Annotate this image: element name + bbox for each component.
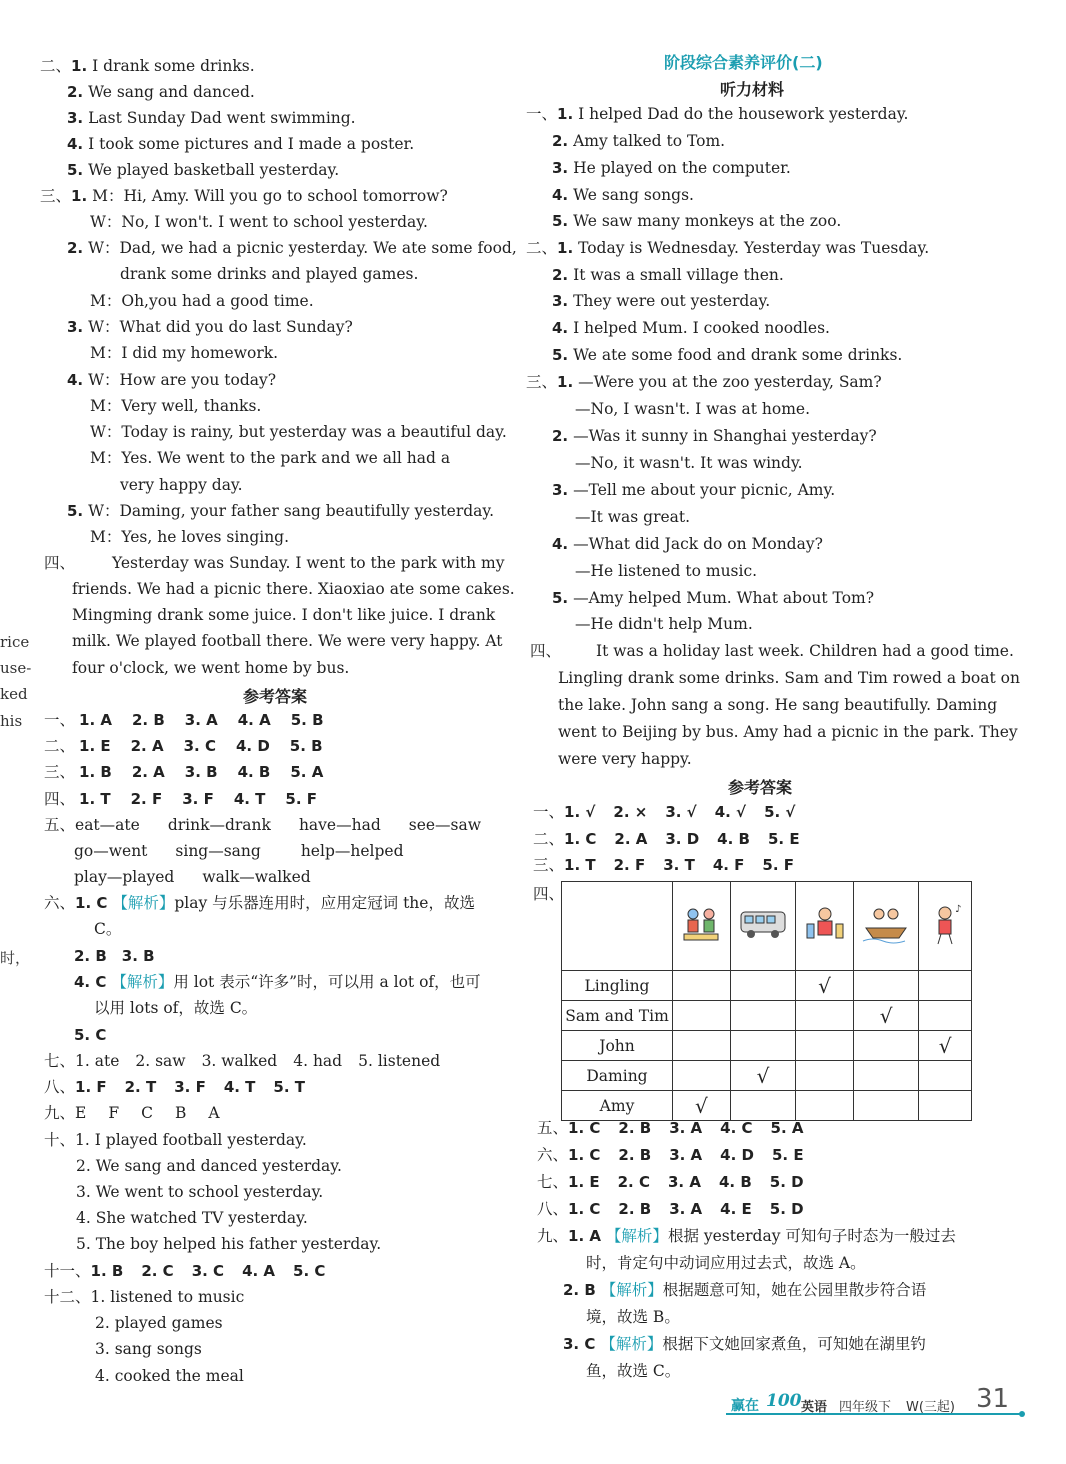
l-s12-1: 十二、1. listened to music [44, 1288, 245, 1306]
l-s4-marker: 四、 [44, 554, 76, 572]
l-s3-line-9: M：Very well, thanks. [90, 397, 262, 415]
r-s3-10: —He didn't help Mum. [575, 615, 753, 633]
l-s3-line-12: very happy day. [120, 476, 243, 494]
l-s3-line-13: 5. W：Daming, your father sang beautifully yesterday. [67, 502, 495, 520]
table-row [562, 971, 972, 1001]
r-s9-q3-cont: 鱼，故选 C。 [586, 1362, 681, 1380]
l-s6-q1-cont: C。 [94, 920, 122, 938]
l-s3-line-8: 4. W：How are you today? [67, 371, 277, 389]
r-s4-line-5: were very happy. [558, 750, 692, 768]
r-s2-5: 5. We ate some food and drank some drinks. [552, 346, 903, 364]
r-s9-q1: 九、1. A 【解析】根据 yesterday 可知句子时态为一般过去 [537, 1227, 956, 1245]
r-s4-line-3: the lake. John sang a song. He sang beautifully. Daming [558, 696, 998, 714]
l-s2-line-5: 5. We played basketball yesterday. [67, 161, 340, 179]
l-s3-line-6: 3. W：What did you do last Sunday? [67, 318, 353, 336]
picnic-icon [679, 902, 723, 946]
r-s3-9: 5. —Amy helped Mum. What about Tom? [552, 589, 875, 607]
boat-icon [861, 904, 911, 944]
edge-fragment: rice [0, 633, 30, 651]
l-ans-3: 三、 1. B 2. A 3. B 4. B 5. A [44, 763, 324, 781]
page-number: 31 [976, 1384, 1010, 1414]
check-cell [853, 971, 918, 1001]
l-s6-q4-cont: 以用 lots of，故选 C。 [94, 999, 258, 1017]
l-s9: 九、E F C B A [44, 1104, 220, 1122]
check-cell [796, 1091, 854, 1121]
footer-edition: W(三起) [906, 1400, 955, 1415]
picture-cell [919, 882, 972, 971]
r-s3-6: —It was great. [575, 508, 691, 526]
r-s9-q2: 2. B 【解析】根据题意可知，她在公园里散步符合语 [563, 1281, 927, 1299]
l-s12-2: 2. played games [95, 1314, 223, 1332]
r-s3-4: —No, it wasn't. It was windy. [575, 454, 803, 472]
r-s3-8: —He listened to music. [575, 562, 758, 580]
r-s9-q1-cont: 时，肯定句中动词应用过去式，故选 A。 [586, 1254, 866, 1272]
row-name: Daming [562, 1061, 673, 1091]
l-s7: 七、1. ate 2. saw 3. walked 4. had 5. listened [44, 1052, 441, 1070]
l-s12-3: 3. sang songs [95, 1340, 202, 1358]
l-s8: 八、1. F 2. T 3. F 4. T 5. T [44, 1078, 306, 1096]
check-cell [673, 1061, 731, 1091]
table-row [562, 1061, 972, 1091]
row-name: Sam and Tim [562, 1001, 673, 1031]
r-s3-5: 3. —Tell me about your picnic, Amy. [552, 481, 836, 499]
r-s2-1: 二、1. Today is Wednesday. Yesterday was Tuesday. [526, 239, 930, 257]
edge-fragment: his [0, 712, 23, 730]
r-s9-q3: 3. C 【解析】根据下文她回家煮鱼，可知她在湖里钓 [563, 1335, 926, 1353]
l-s6-q23: 2. B 3. B [74, 947, 155, 965]
r-ans-6: 六、1. C 2. B 3. A 4. D 5. E [537, 1146, 804, 1164]
check-cell [919, 1031, 972, 1061]
table-picture-row [562, 882, 972, 971]
footer-brand: 赢在 [731, 1398, 759, 1414]
l-s10-4: 4. She watched TV yesterday. [76, 1209, 308, 1227]
l-s4-line-2: friends. We had a picnic there. Xiaoxiao ate some cakes. [72, 580, 515, 598]
l-s2-line-3: 3. Last Sunday Dad went swimming. [67, 109, 356, 127]
check-mark: √ [818, 973, 831, 998]
l-s2-line-4: 4. I took some pictures and I made a poster. [67, 135, 415, 153]
table-row [562, 1091, 972, 1121]
r-s2-3: 3. They were out yesterday. [552, 292, 771, 310]
check-mark: √ [694, 1093, 708, 1118]
l-s4-line-1: Yesterday was Sunday. I went to the park with my [112, 554, 505, 572]
l-s6-q1: 六、1. C 【解析】play 与乐器连用时，应用定冠词 the，故选 [44, 894, 475, 912]
check-cell [853, 1001, 918, 1031]
check-cell [796, 971, 854, 1001]
r-s1-5: 5. We saw many monkeys at the zoo. [552, 212, 842, 230]
drinks-icon [803, 902, 847, 946]
r-table-marker: 四、 [533, 885, 565, 903]
check-cell [730, 1001, 795, 1031]
check-cell [730, 1031, 795, 1061]
l-s10-2: 2. We sang and danced yesterday. [76, 1157, 342, 1175]
table-row [562, 1001, 972, 1031]
check-cell [673, 1031, 731, 1061]
picture-cell [796, 882, 854, 971]
picture-cell [730, 882, 795, 971]
l-s10-3: 3. We went to school yesterday. [76, 1183, 324, 1201]
check-cell [796, 1031, 854, 1061]
l-ans-1: 一、 1. A 2. B 3. A 4. A 5. B [44, 711, 324, 729]
table-corner [562, 882, 673, 971]
l-s3-line-5: M：Oh,you had a good time. [90, 292, 314, 310]
l-s3-line-11: M：Yes. We went to the park and we all had a [90, 449, 451, 467]
l-ans-2: 二、 1. E 2. A 3. C 4. D 5. B [44, 737, 323, 755]
l-s2-line-1: 二、1. I drank some drinks. [40, 57, 255, 75]
l-s10-1: 十、1. I played football yesterday. [44, 1131, 307, 1149]
l-s4-line-3: Mingming drank some juice. I don't like juice. I drank [72, 606, 496, 624]
r-answers-title: 参考答案 [728, 778, 793, 797]
r-s3-7: 4. —What did Jack do on Monday? [552, 535, 823, 553]
l-s3-line-14: M：Yes, he loves singing. [90, 528, 290, 546]
check-cell [919, 1061, 972, 1091]
r-s1-2: 2. Amy talked to Tom. [552, 132, 726, 150]
l-ans-4: 四、 1. T 2. F 3. F 4. T 5. F [44, 790, 318, 808]
check-cell [853, 1061, 918, 1091]
picture-cell [853, 882, 918, 971]
r-ans-7: 七、1. E 2. C 3. A 4. B 5. D [537, 1173, 804, 1191]
check-cell [796, 1001, 854, 1031]
check-cell [730, 1061, 795, 1091]
edge-fragment: use- [0, 659, 32, 677]
l-s3-line-4: drank some drinks and played games. [120, 265, 419, 283]
check-mark: √ [938, 1033, 952, 1058]
check-cell [853, 1031, 918, 1061]
check-mark: √ [756, 1063, 770, 1088]
r-s1-1: 一、1. I helped Dad do the housework yesterday. [526, 105, 909, 123]
r-s9-q2-cont: 境，故选 B。 [586, 1308, 680, 1326]
r-title: 阶段综合素养评价(二) [664, 53, 823, 72]
r-s1-3: 3. He played on the computer. [552, 159, 791, 177]
l-s12-4: 4. cooked the meal [95, 1367, 244, 1385]
check-cell [673, 1001, 731, 1031]
answer-table [561, 881, 972, 1121]
r-ans-5: 五、1. C 2. B 3. A 4. C 5. A [537, 1119, 804, 1137]
r-s2-2: 2. It was a small village then. [552, 266, 784, 284]
r-s1-4: 4. We sang songs. [552, 186, 694, 204]
footer-grade: 四年级下 [839, 1400, 892, 1415]
r-ans-3: 三、1. T 2. F 3. T 4. F 5. F [533, 856, 795, 874]
table-row [562, 1031, 972, 1061]
check-cell [673, 971, 731, 1001]
l-s6-q4: 4. C 【解析】用 lot 表示“许多”时，可以用 a lot of，也可 [74, 973, 481, 991]
r-s3-3: 2. —Was it sunny in Shanghai yesterday? [552, 427, 877, 445]
l-s3-line-2: W：No, I won't. I went to school yesterday. [90, 213, 428, 231]
r-ans-2: 二、1. C 2. A 3. D 4. B 5. E [533, 830, 800, 848]
edge-fragment: 时， [0, 949, 31, 967]
l-s3-line-3: 2. W：Dad, we had a picnic yesterday. We ate some food, [67, 239, 517, 257]
r-s4-line-1: It was a holiday last week. Children had a good time. [596, 642, 1014, 660]
edge-fragment: ked [0, 685, 28, 703]
l-s5-row-3: play—played walk—walked [74, 868, 311, 886]
singing-icon [925, 902, 965, 946]
r-s4-line-2: Lingling drank some drinks. Sam and Tim rowed a boat on [558, 669, 1020, 687]
l-s5-row-1: 五、eat—ate drink—drank have—had see—saw [44, 816, 482, 834]
footer-logo: 100 [766, 1391, 802, 1411]
r-ans-8: 八、1. C 2. B 3. A 4. E 5. D [537, 1200, 804, 1218]
svg-text:♪: ♪ [955, 904, 962, 915]
row-name: Lingling [562, 971, 673, 1001]
l-s4-line-4: milk. We played football there. We were very happy. At [72, 632, 503, 650]
r-subtitle: 听力材料 [720, 80, 785, 99]
l-s2-line-2: 2. We sang and danced. [67, 83, 255, 101]
r-ans-1: 一、1. √ 2. × 3. √ 4. √ 5. √ [533, 803, 796, 821]
check-mark: √ [879, 1003, 893, 1028]
r-s4-line-4: went to Beijing by bus. Amy had a picnic in the park. They [558, 723, 1018, 741]
check-cell [919, 1001, 972, 1031]
page-footer [726, 1384, 1026, 1424]
check-cell [796, 1061, 854, 1091]
l-s3-line-7: M：I did my homework. [90, 344, 279, 362]
l-s3-line-10: W：Today is rainy, but yesterday was a beautiful day. [90, 423, 507, 441]
l-s11: 十一、1. B 2. C 3. C 4. A 5. C [44, 1262, 326, 1280]
footer-subject: 英语 [801, 1400, 828, 1415]
check-cell [919, 1091, 972, 1121]
r-s3-2: —No, I wasn't. I was at home. [575, 400, 811, 418]
check-cell [730, 1091, 795, 1121]
check-cell [673, 1091, 731, 1121]
r-s3-1: 三、1. —Were you at the zoo yesterday, Sam? [526, 373, 882, 391]
l-answers-title: 参考答案 [243, 687, 308, 706]
l-s6-q5: 5. C [74, 1026, 107, 1044]
bus-icon [738, 906, 788, 942]
l-s5-row-2: go—went sing—sang help—helped [74, 842, 404, 860]
row-name: John [562, 1031, 673, 1061]
row-name: Amy [562, 1091, 673, 1121]
l-s3-line-1: 三、1. M：Hi, Amy. Will you go to school tomorrow? [40, 187, 448, 205]
r-s4-marker: 四、 [530, 642, 562, 660]
picture-cell [673, 882, 731, 971]
l-s4-line-5: four o'clock, we went home by bus. [72, 659, 350, 677]
r-s2-4: 4. I helped Mum. I cooked noodles. [552, 319, 830, 337]
l-s10-5: 5. The boy helped his father yesterday. [76, 1235, 382, 1253]
check-cell [853, 1091, 918, 1121]
check-cell [919, 971, 972, 1001]
check-cell [730, 971, 795, 1001]
